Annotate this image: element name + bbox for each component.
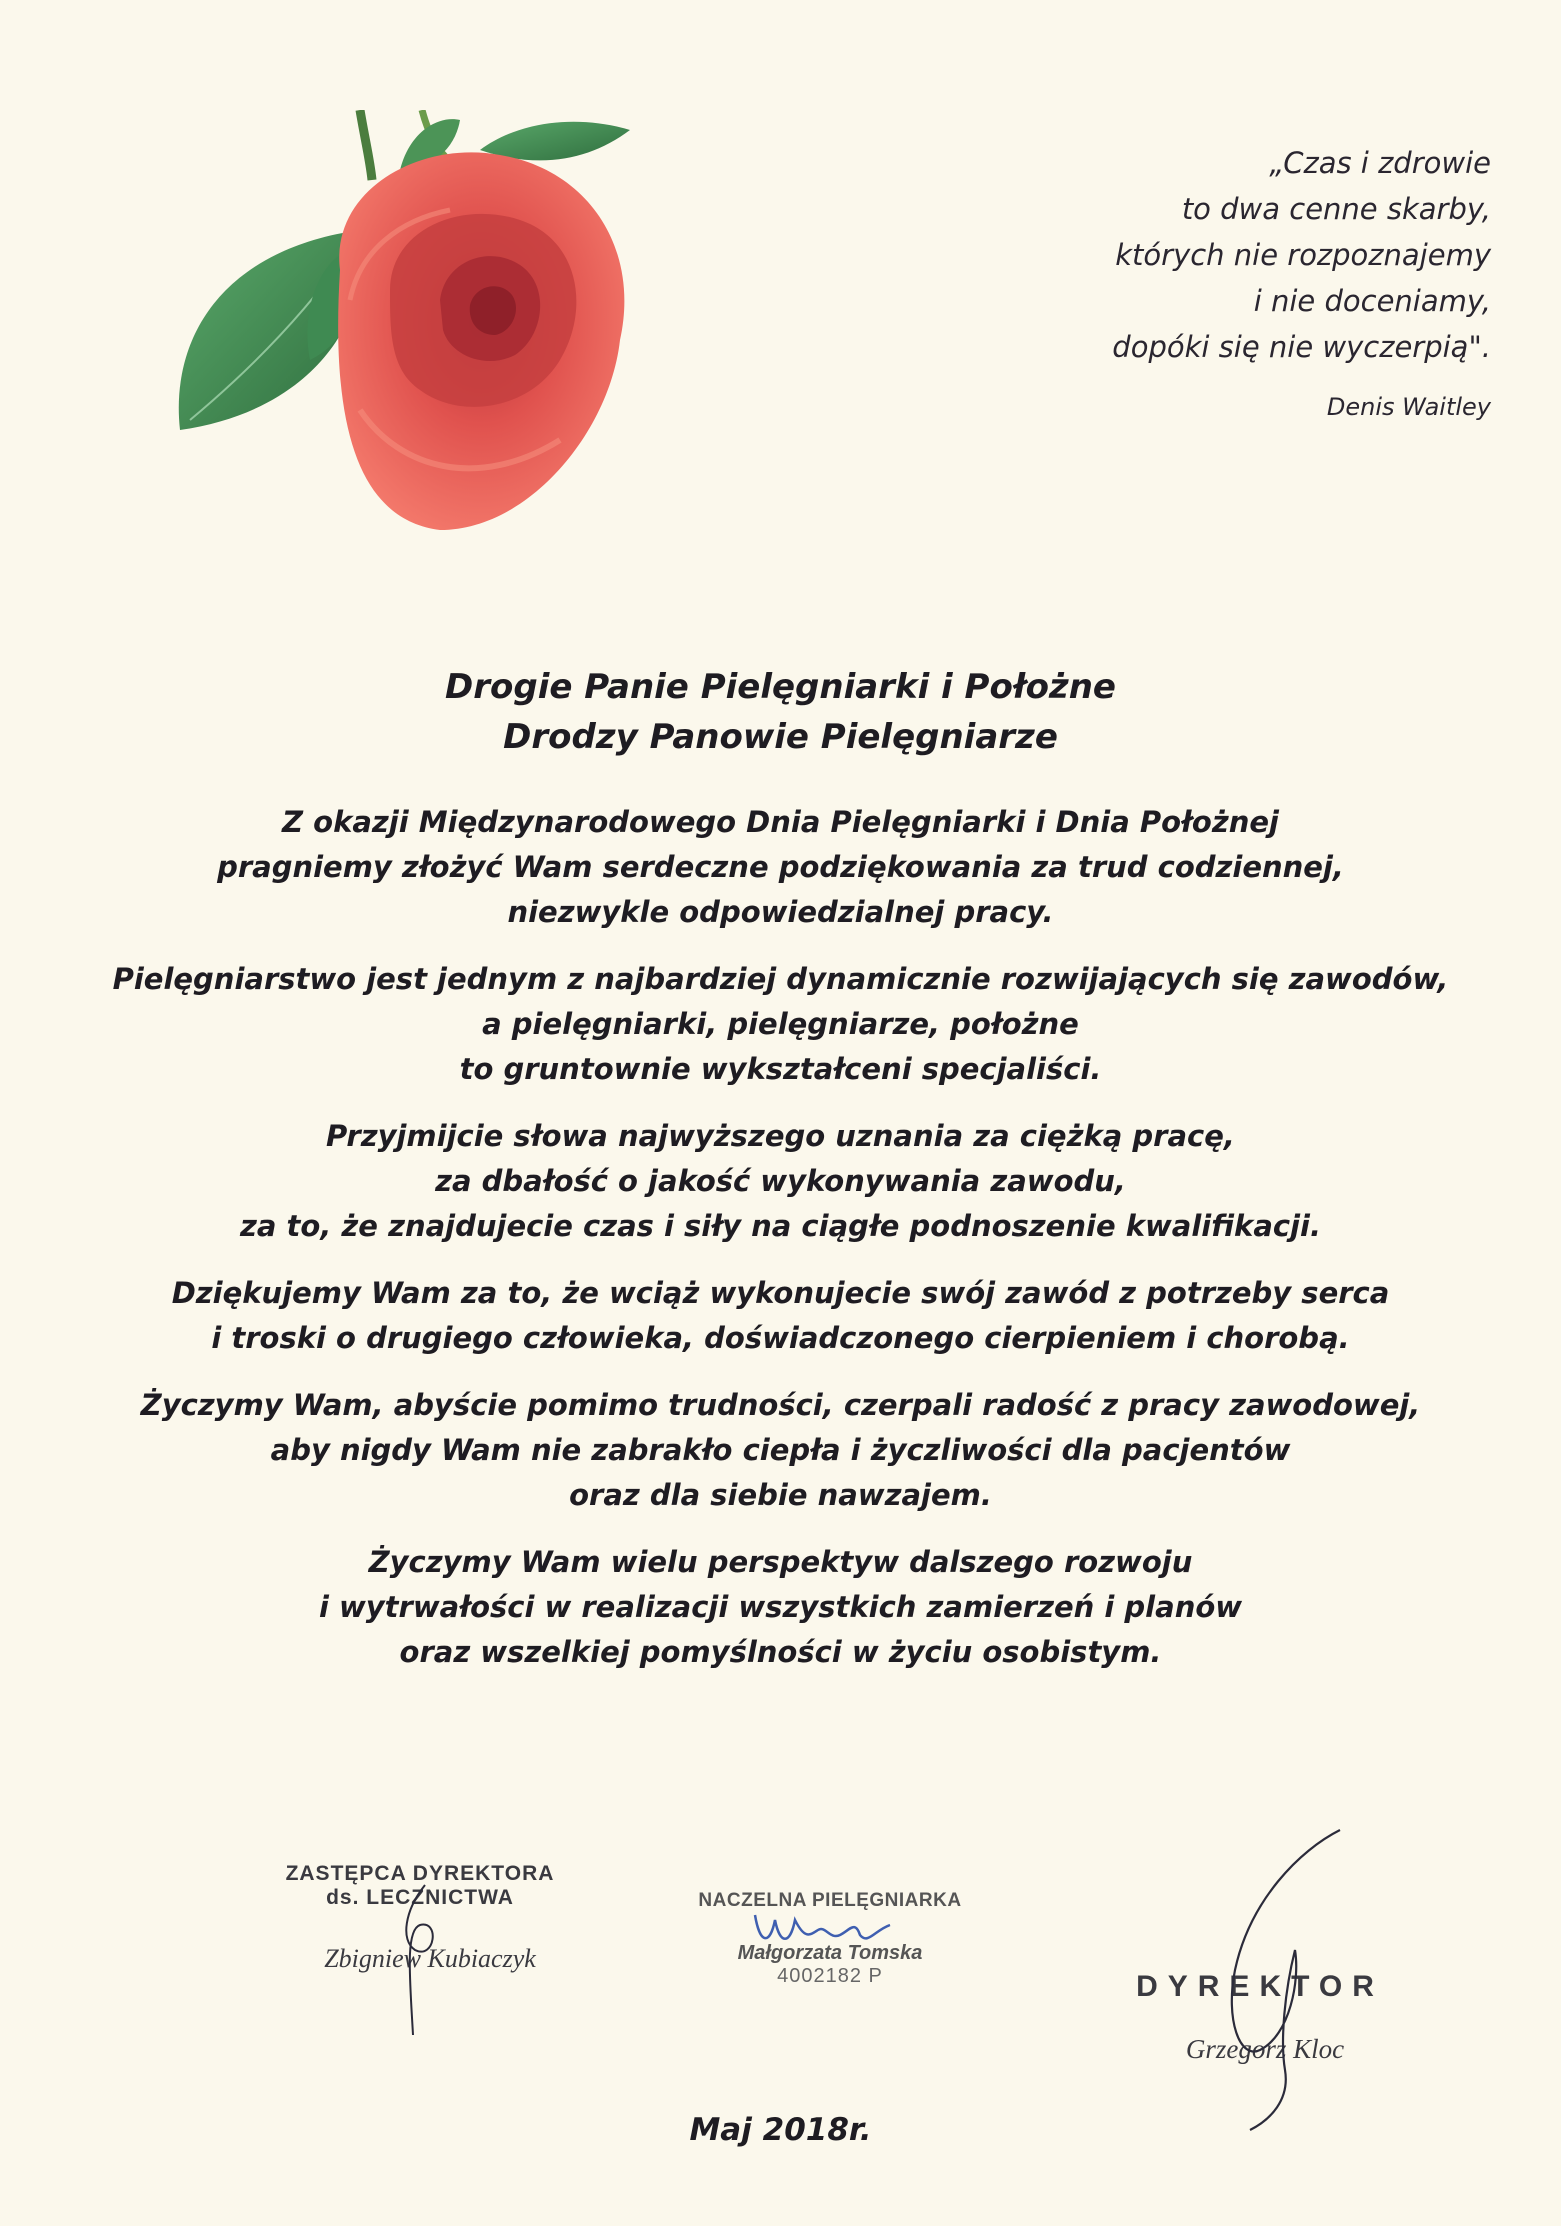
stamp-subtitle: ds. LECZNICTWA <box>326 1886 514 1909</box>
greeting <box>0 662 1561 762</box>
paragraph-line: Życzymy Wam wielu perspektyw dalszego rozwoju <box>368 1545 1193 1579</box>
paragraph <box>0 1114 1561 1249</box>
greeting-line: Drogie Panie Pielęgniarki i Położne <box>445 667 1116 707</box>
paragraph-line: Życzymy Wam, abyście pomimo trudności, czerpali radość z pracy zawodowej, <box>140 1388 1421 1422</box>
paragraph-line: i troski o drugiego człowieka, doświadczonego cierpieniem i chorobą. <box>211 1321 1350 1355</box>
letter-date: Maj 2018r. <box>689 2112 872 2148</box>
paragraph-line: pragniemy złożyć Wam serdeczne podziękowania za trud codziennej, <box>217 850 1344 884</box>
paragraph-line: aby nigdy Wam nie zabrakło ciepła i życzliwości dla pacjentów <box>270 1433 1291 1467</box>
paragraph-line: Dziękujemy Wam za to, że wciąż wykonujecie swój zawód z potrzeby serca <box>171 1276 1390 1310</box>
paragraph-line: i wytrwałości w realizacji wszystkich zamierzeń i planów <box>318 1590 1243 1624</box>
paragraph-line: za to, że znajdujecie czas i siły na ciągłe podnoszenie kwalifikacji. <box>239 1209 1321 1243</box>
quote-line: dopóki się nie wyczerpią". <box>1112 330 1491 364</box>
paragraph-line: oraz dla siebie nawzajem. <box>569 1478 992 1512</box>
quote-line: „Czas i zdrowie <box>1269 146 1491 180</box>
signatory-name: Zbigniew Kubiaczyk <box>324 1944 536 1973</box>
paragraph <box>0 800 1561 935</box>
paragraph-line: Z okazji Międzynarodowego Dnia Pielęgniarki i Dnia Położnej <box>282 805 1279 839</box>
signature-director <box>1100 1970 1420 2065</box>
stamp-title: DYREKTOR <box>1136 1970 1384 2003</box>
paragraph-line: oraz wszelkiej pomyślności w życiu osobistym. <box>399 1635 1162 1669</box>
signatory-name: Małgorzata Tomska <box>737 1942 923 1964</box>
license-number: 4002182 P <box>777 1965 883 1987</box>
signatory-name: Grzegorz Kloc <box>1185 2034 1345 2064</box>
quote-line: których nie rozpoznajemy <box>1115 238 1491 272</box>
paragraph-line: Pielęgniarstwo jest jednym z najbardziej dynamicznie rozwijających się zawodów, <box>112 962 1449 996</box>
paragraph <box>0 1271 1561 1361</box>
paragraph <box>0 1383 1561 1518</box>
paragraph-line: Przyjmijcie słowa najwyższego uznania za ciężką pracę, <box>326 1119 1235 1153</box>
stamp-title: NACZELNA PIELĘGNIARKA <box>698 1890 962 1911</box>
paragraph-line: niezwykle odpowiedzialnej pracy. <box>507 895 1054 929</box>
signature-head-nurse <box>680 1890 980 1988</box>
paragraph <box>0 1540 1561 1675</box>
paragraph-line: a pielęgniarki, pielęgniarze, położne <box>482 1007 1079 1041</box>
paragraph-line: to gruntownie wykształceni specjaliści. <box>459 1052 1102 1086</box>
stamp-title: ZASTĘPCA DYREKTORA <box>285 1862 555 1885</box>
quote-author: Denis Waitley <box>1326 393 1491 421</box>
letter-body <box>0 662 1561 1697</box>
signature-deputy-director <box>270 1862 570 1974</box>
quote-line: i nie doceniamy, <box>1253 284 1491 318</box>
paragraph-line: za dbałość o jakość wykonywania zawodu, <box>435 1164 1126 1198</box>
paragraph <box>0 957 1561 1092</box>
motto-quote <box>851 140 1491 430</box>
rose-image <box>160 110 760 550</box>
quote-line: to dwa cenne skarby, <box>1181 192 1491 226</box>
greeting-line: Drodzy Panowie Pielęgniarze <box>503 717 1058 757</box>
